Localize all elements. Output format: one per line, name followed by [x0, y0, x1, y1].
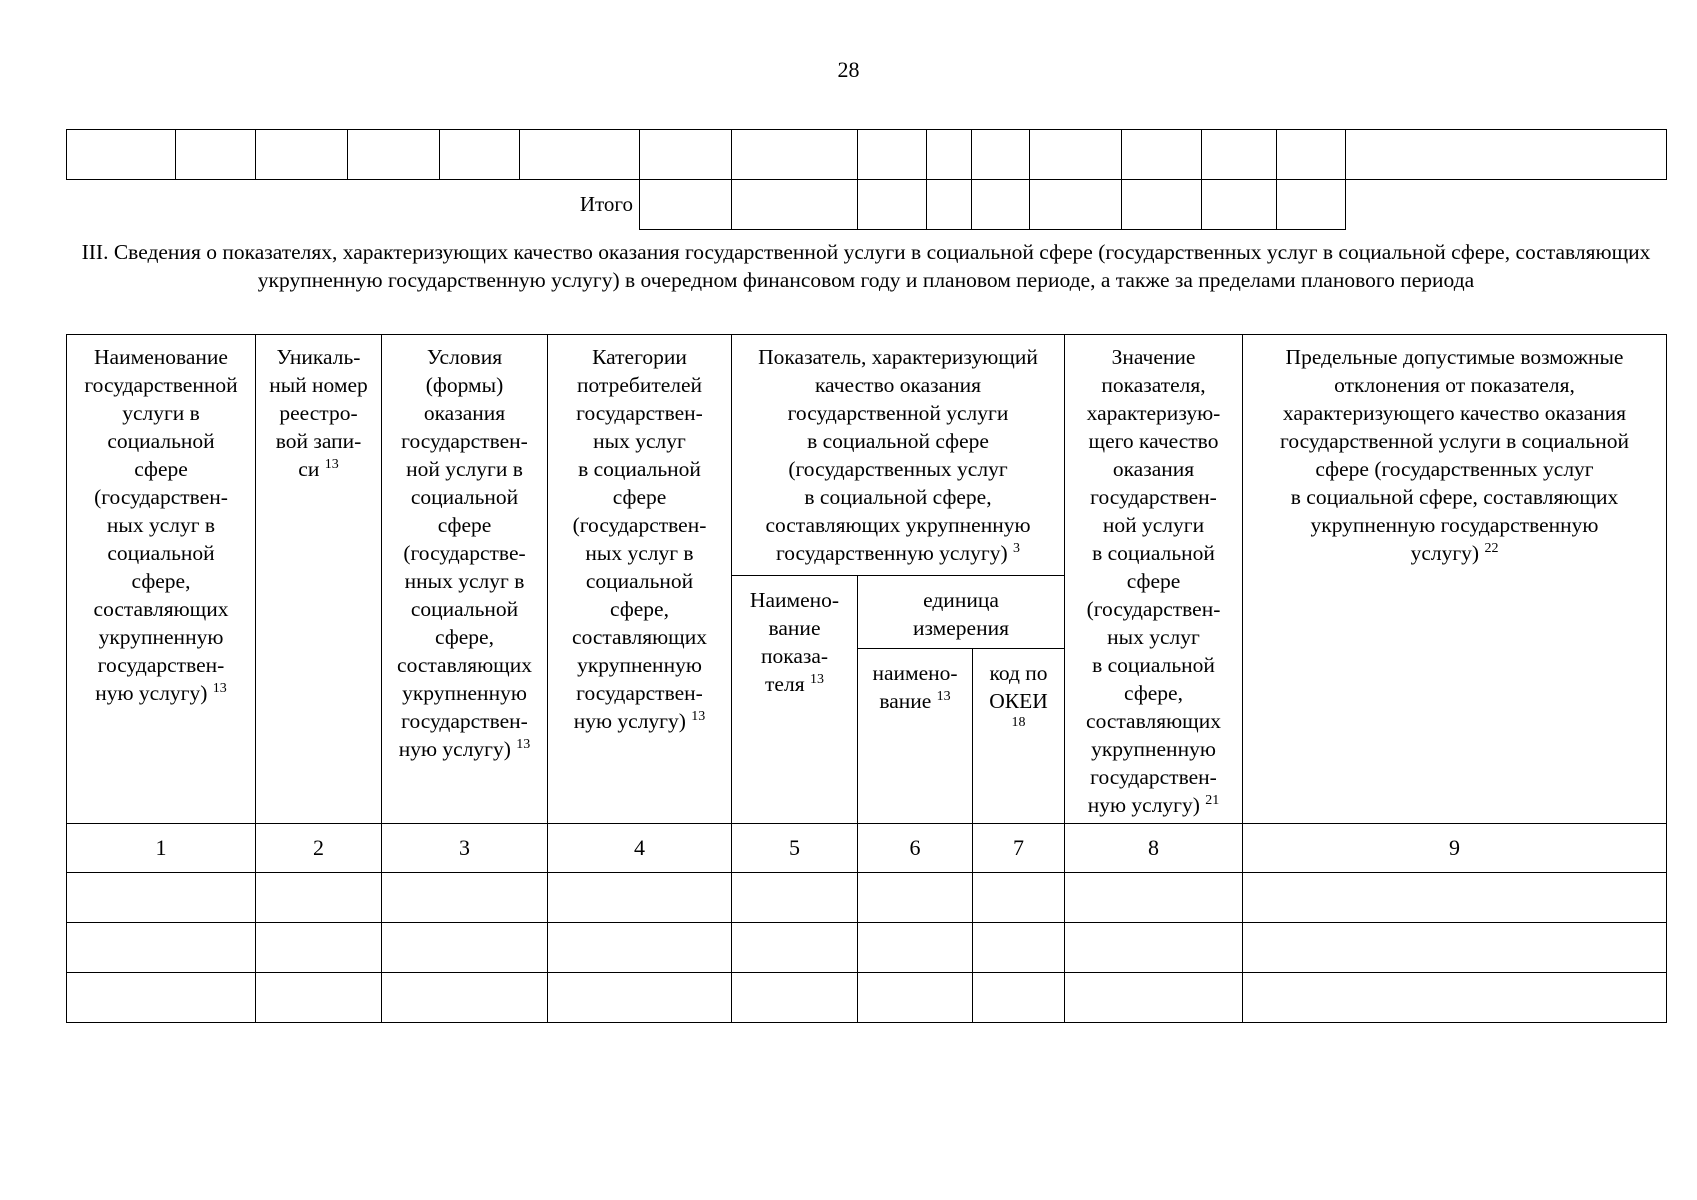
table-cell [67, 973, 256, 1023]
table-cell [256, 923, 382, 973]
table-cell [858, 873, 973, 923]
table-cell [1030, 130, 1122, 180]
table-cell [1122, 180, 1202, 230]
table-cell [67, 873, 256, 923]
header-indicator-name: Наимено- вание показа- теля $^{13}$ [732, 576, 858, 824]
section-title: III. Сведения о показателях, характеризующих качество оказания государственной услуги в социальной сфере (государственных услуг в социальной сфере, составляющих укрупненную государственную услугу) в очередном финансовом году и плановом периоде, а также за пределами планового периода [81, 240, 1651, 292]
total-row [67, 180, 1667, 230]
table-cell [732, 973, 858, 1023]
header-okei-code: код по ОКЕИ 18 [973, 649, 1065, 824]
table-cell [1065, 973, 1243, 1023]
table-cell [1243, 923, 1667, 973]
table-cell [972, 180, 1030, 230]
table-cell [256, 130, 348, 180]
column-number: 7 [973, 824, 1065, 873]
table-cell [973, 923, 1065, 973]
column-number: 8 [1065, 824, 1243, 873]
table-cell [1243, 973, 1667, 1023]
table-cell [732, 923, 858, 973]
column-number: 5 [732, 824, 858, 873]
header-unit-name: наимено- вание $^{13}$ [858, 649, 973, 824]
quality-indicators-table [66, 334, 1667, 1023]
table-cell [256, 873, 382, 923]
table-cell [972, 130, 1030, 180]
table-cell [382, 973, 548, 1023]
total-label: Итого [579, 192, 633, 217]
column-number: 1 [67, 824, 256, 873]
table-cell [858, 180, 927, 230]
header-consumer-categories: Категории потребителей государствен- ных услуг в социальной сфере (государствен- ных услуг в социальной сфере, составляющих укрупненную государствен- ную услугу) $^{13}$ [548, 335, 732, 824]
table-cell [640, 130, 732, 180]
previous-section-table [66, 129, 1667, 230]
table-cell [732, 873, 858, 923]
table-cell [1346, 130, 1667, 180]
column-number: 4 [548, 824, 732, 873]
table-cell [1277, 180, 1346, 230]
column-number: 2 [256, 824, 382, 873]
table-cell [732, 180, 858, 230]
table-cell [520, 130, 640, 180]
header-allowed-deviations: Предельные допустимые возможные отклонения от показателя, характеризующего качество оказания государственной услуги в социальной сфере (государственных услуг в социальной сфере, составляющих укрупненную государственную услугу) $^{22}$ [1243, 335, 1667, 824]
header-registry-number: Уникаль- ный номер реестро- вой запи- си $^{13}$ [256, 335, 382, 824]
table-cell [1202, 180, 1277, 230]
table-row [67, 973, 1667, 1023]
header-conditions: Условия (формы) оказания государствен- ной услуги в социальной сфере (государстве- нных услуг в социальной сфере, составляющих укрупненную государствен- ную услугу) $^{13}$ [382, 335, 548, 824]
table-cell [858, 973, 973, 1023]
column-number-row [67, 824, 1667, 873]
table-row [67, 873, 1667, 923]
table-cell [1277, 130, 1346, 180]
header-indicator-value: Значение показателя, характеризую- щего качество оказания государствен- ной услуги в социальной сфере (государствен- ных услуг в социальной сфере, составляющих укрупненную государствен- ную услугу) $^{21}$ [1065, 335, 1243, 824]
table-cell [176, 130, 256, 180]
header-row [67, 335, 1667, 576]
table-cell [1202, 130, 1277, 180]
table-cell [348, 130, 440, 180]
table-row [67, 923, 1667, 973]
table-cell [927, 180, 972, 230]
table-cell [858, 130, 927, 180]
header-service-name: Наименование государственной услуги в социальной сфере (государствен- ных услуг в социальной сфере, составляющих укрупненную государствен- ную услугу) $^{13}$ [67, 335, 256, 824]
table-cell [732, 130, 858, 180]
table-cell [548, 873, 732, 923]
column-number: 3 [382, 824, 548, 873]
table-cell [640, 180, 732, 230]
table-cell [1122, 130, 1202, 180]
table-cell [858, 923, 973, 973]
table-cell [256, 973, 382, 1023]
table-cell [973, 873, 1065, 923]
page-number: 28 [837, 57, 860, 82]
header-unit-group: единица измерения [858, 576, 1065, 649]
table-cell [1243, 873, 1667, 923]
table-cell [67, 923, 256, 973]
table-cell [548, 923, 732, 973]
table-cell [382, 873, 548, 923]
table-cell [67, 130, 176, 180]
column-number: 9 [1243, 824, 1667, 873]
table-cell [927, 130, 972, 180]
table-row [67, 130, 1667, 180]
table-cell [1065, 873, 1243, 923]
table-cell [1065, 923, 1243, 973]
header-indicator-group: Показатель, характеризующий качество оказания государственной услуги в социальной сфере (государственных услуг в социальной сфере, составляющих укрупненную государственную услугу) $^3$ [732, 335, 1065, 576]
column-number: 6 [858, 824, 973, 873]
table-cell [382, 923, 548, 973]
table-cell [548, 973, 732, 1023]
table-cell [1030, 180, 1122, 230]
table-cell [440, 130, 520, 180]
table-cell [973, 973, 1065, 1023]
